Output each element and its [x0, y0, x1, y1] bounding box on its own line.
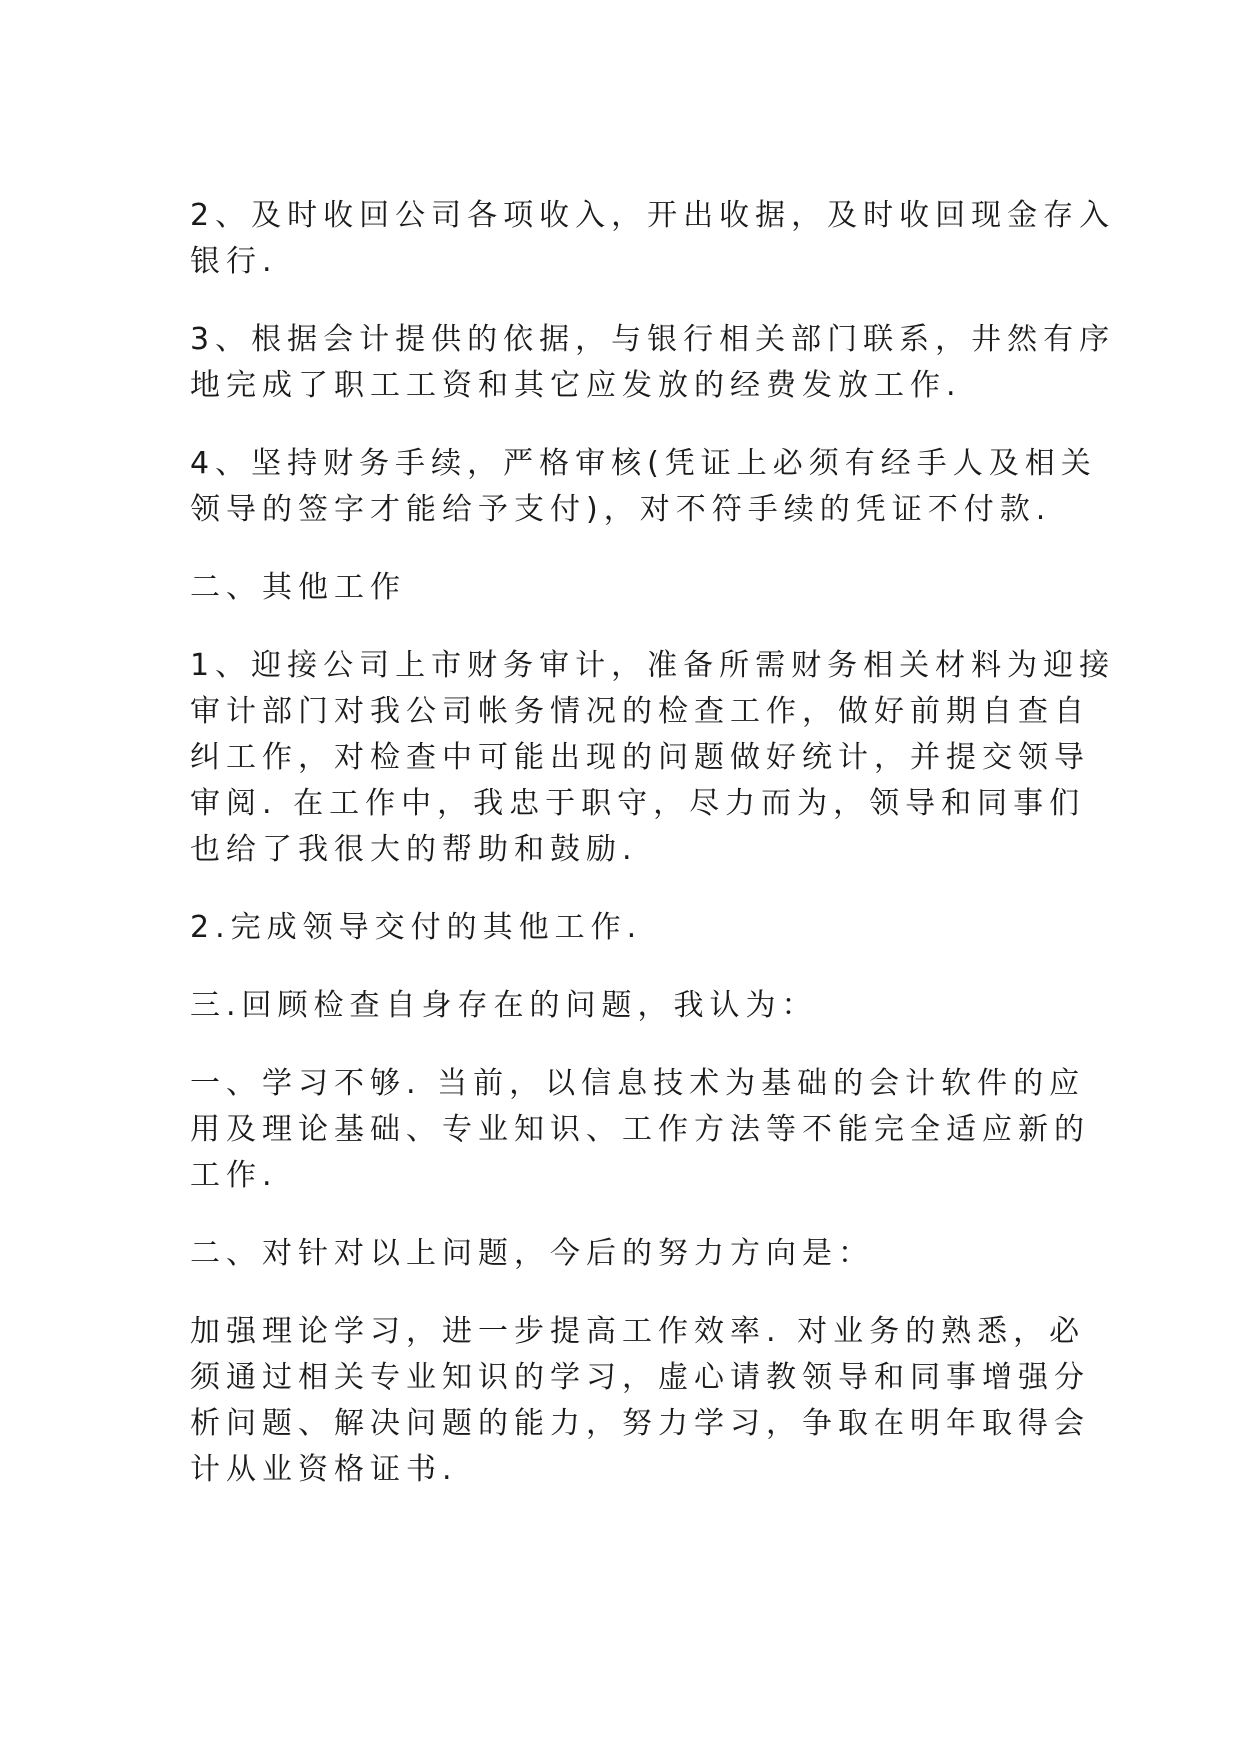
- paragraph-line: 审阅. 在工作中，我忠于职守，尽力而为，领导和同事们: [190, 786, 1086, 821]
- paragraph-line: 领导的签字才能给予支付)，对不符手续的凭证不付款.: [190, 492, 1052, 527]
- paragraph-line: 银行.: [190, 244, 278, 279]
- paragraph-3: [190, 441, 1097, 533]
- paragraph-8: [190, 1309, 1090, 1493]
- paragraph-line: 2.完成领导交付的其他工作.: [190, 910, 643, 945]
- section-heading-review: [190, 983, 1060, 1029]
- paragraph-line: 须通过相关专业知识的学习，虚心请教领导和同事增强分: [190, 1360, 1090, 1395]
- paragraph-line: 4、坚持财务手续，严格审核(凭证上必须有经手人及相关: [190, 446, 1097, 481]
- paragraph-line: 二、对针对以上问题，今后的努力方向是：: [190, 1236, 874, 1271]
- paragraph-2: [190, 317, 1116, 409]
- paragraph-line: 工作.: [190, 1158, 278, 1193]
- paragraph-1: [190, 193, 1116, 285]
- paragraph-line: 也给了我很大的帮助和鼓励.: [190, 832, 638, 867]
- section-heading-other-work: [190, 565, 1060, 611]
- paragraph-line: 2、及时收回公司各项收入，开出收据，及时收回现金存入: [190, 198, 1116, 233]
- section-heading-line: 三.回顾检查自身存在的问题，我认为：: [190, 988, 818, 1023]
- paragraph-line: 3、根据会计提供的依据，与银行相关部门联系，井然有序: [190, 322, 1116, 357]
- section-heading-line: 二、其他工作: [190, 570, 406, 605]
- paragraph-line: 析问题、解决问题的能力，努力学习，争取在明年取得会: [190, 1406, 1090, 1441]
- paragraph-7: [190, 1231, 1060, 1277]
- paragraph-line: 纠工作，对检查中可能出现的问题做好统计，并提交领导: [190, 740, 1090, 775]
- paragraph-line: 审计部门对我公司帐务情况的检查工作，做好前期自查自: [190, 694, 1090, 729]
- paragraph-5: [190, 905, 1060, 951]
- paragraph-line: 加强理论学习，进一步提高工作效率. 对业务的熟悉，必: [190, 1314, 1086, 1349]
- paragraph-6: [190, 1061, 1090, 1199]
- paragraph-line: 一、学习不够. 当前，以信息技术为基础的会计软件的应: [190, 1066, 1086, 1101]
- paragraph-line: 地完成了职工工资和其它应发放的经费发放工作.: [190, 368, 962, 403]
- document-page: [190, 193, 1116, 1525]
- paragraph-line: 计从业资格证书.: [190, 1452, 458, 1487]
- paragraph-4: [190, 643, 1116, 873]
- paragraph-line: 用及理论基础、专业知识、工作方法等不能完全适应新的: [190, 1112, 1090, 1147]
- paragraph-line: 1、迎接公司上市财务审计，准备所需财务相关材料为迎接: [190, 648, 1116, 683]
